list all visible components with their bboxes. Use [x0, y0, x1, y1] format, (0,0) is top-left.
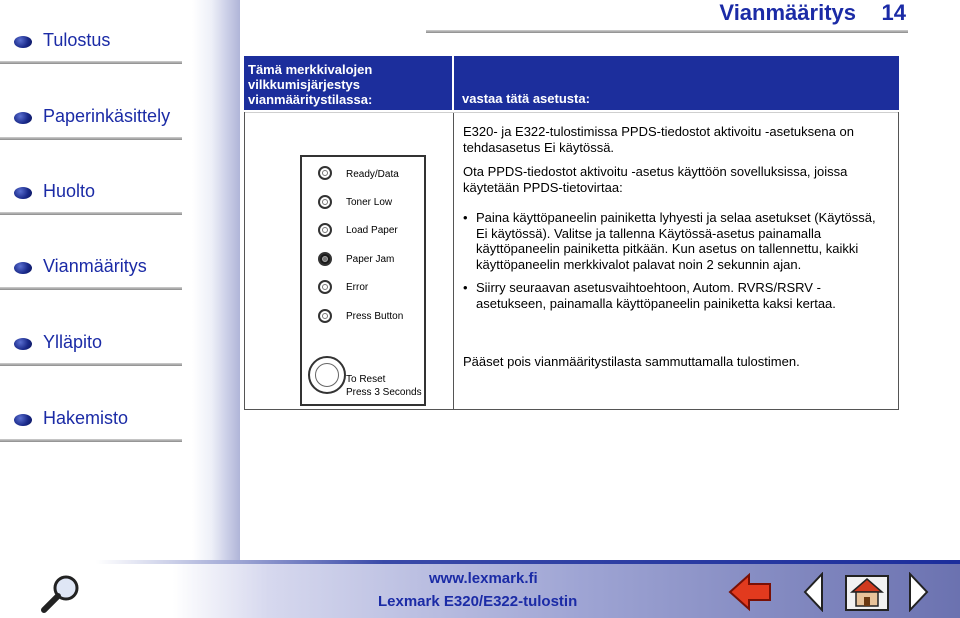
product-name: Lexmark E320/E322-tulostin: [378, 593, 578, 610]
nav-bullet-icon: [14, 262, 32, 274]
led-label: Ready/Data: [346, 169, 399, 180]
led-paper-jam-icon: [318, 252, 332, 266]
website-link[interactable]: www.lexmark.fi: [429, 570, 538, 587]
list-item: • Paina käyttöpaneelin painiketta lyhyesti ja selaa asetukset (Käytössä, Ei käytössä). Valitse ja tallenna Käytössä-asetus painamalla käyttöpaneelin painiketta pitkään. Kun asetus on tallennettu, kaikki käyttöpaneelin merkkivalot palavat noin 2 sekunnin ajan.: [463, 210, 883, 272]
sidebar-item-huolto[interactable]: [0, 179, 184, 209]
instruction-list: [463, 210, 883, 319]
nav-bullet-icon: [14, 112, 32, 124]
led-toner-low-icon: [318, 195, 332, 209]
column-divider: [453, 113, 454, 409]
table-header-sequence: Tämä merkkivalojen vilkkumisjärjestys vianmääritystilassa:: [244, 56, 452, 110]
sidebar-item-vianmaaritys[interactable]: [0, 254, 184, 284]
sidebar-item-yllapito[interactable]: [0, 330, 184, 360]
sidebar-item-label: Ylläpito: [43, 332, 103, 352]
sidebar-item-paperinkasittely[interactable]: [0, 104, 184, 134]
led-label: Toner Low: [346, 197, 393, 208]
outro-text: Pääset pois vianmääritystilasta sammuttamalla tulostimen.: [463, 354, 800, 369]
table-header-setting-label: vastaa tätä asetusta:: [462, 91, 590, 106]
divider: [0, 363, 182, 366]
sidebar-item-label: Huolto: [43, 181, 96, 201]
page-title: Vianmääritys: [719, 0, 856, 25]
reset-label-line2: Press 3 Seconds: [346, 387, 422, 398]
sidebar: [0, 0, 240, 560]
back-arrow-icon[interactable]: [727, 572, 773, 612]
operator-panel-illustration: [300, 155, 426, 406]
led-error-icon: [318, 280, 332, 294]
sidebar-item-label: Hakemisto: [43, 408, 129, 428]
page-number: 14: [881, 0, 906, 25]
sidebar-item-label: Vianmääritys: [43, 256, 147, 276]
divider: [0, 61, 182, 64]
nav-bullet-icon: [14, 36, 32, 48]
lead-text: Ota PPDS-tiedostot aktivoitu -asetus käyttöön sovelluksissa, joissa käytetään PPDS-tietovirtaa:: [463, 164, 848, 195]
reset-label-line1: To Reset: [346, 374, 386, 385]
search-icon[interactable]: [38, 572, 86, 616]
intro-text: E320- ja E322-tulostimissa PPDS-tiedostot aktivoitu -asetuksena on tehdasasetus Ei käytössä.: [463, 124, 854, 155]
next-page-icon[interactable]: [906, 572, 930, 612]
nav-bullet-icon: [14, 187, 32, 199]
divider: [0, 439, 182, 442]
row-divider: [245, 112, 898, 113]
divider: [0, 212, 182, 215]
sidebar-item-label: Tulostus: [43, 30, 111, 50]
sidebar-item-hakemisto[interactable]: [0, 406, 184, 436]
led-label: Error: [346, 282, 369, 293]
list-item: • Siirry seuraavan asetusvaihtoehtoon, Autom. RVRS/RSRV -asetukseen, painamalla käyttöpaneelin painiketta kaksi kertaa.: [463, 280, 883, 311]
footer-divider: [0, 560, 960, 564]
home-icon[interactable]: [842, 570, 892, 614]
sidebar-item-label: Paperinkäsittely: [43, 106, 171, 126]
led-label: Load Paper: [346, 225, 398, 236]
led-load-paper-icon: [318, 223, 332, 237]
reset-button-inner: [315, 363, 339, 387]
divider: [0, 137, 182, 140]
sidebar-item-tulostus[interactable]: [0, 28, 184, 58]
table-header-setting: [454, 56, 899, 110]
previous-page-icon[interactable]: [802, 572, 826, 612]
divider: [0, 287, 182, 290]
press-button-icon: [318, 309, 332, 323]
nav-bullet-icon: [14, 338, 32, 350]
reset-button-icon: [308, 356, 346, 394]
led-ready-icon: [318, 166, 332, 180]
led-label: Paper Jam: [346, 254, 395, 265]
press-button-label: Press Button: [346, 311, 404, 322]
header-divider: [426, 30, 908, 33]
nav-bullet-icon: [14, 414, 32, 426]
footer: [0, 560, 960, 618]
